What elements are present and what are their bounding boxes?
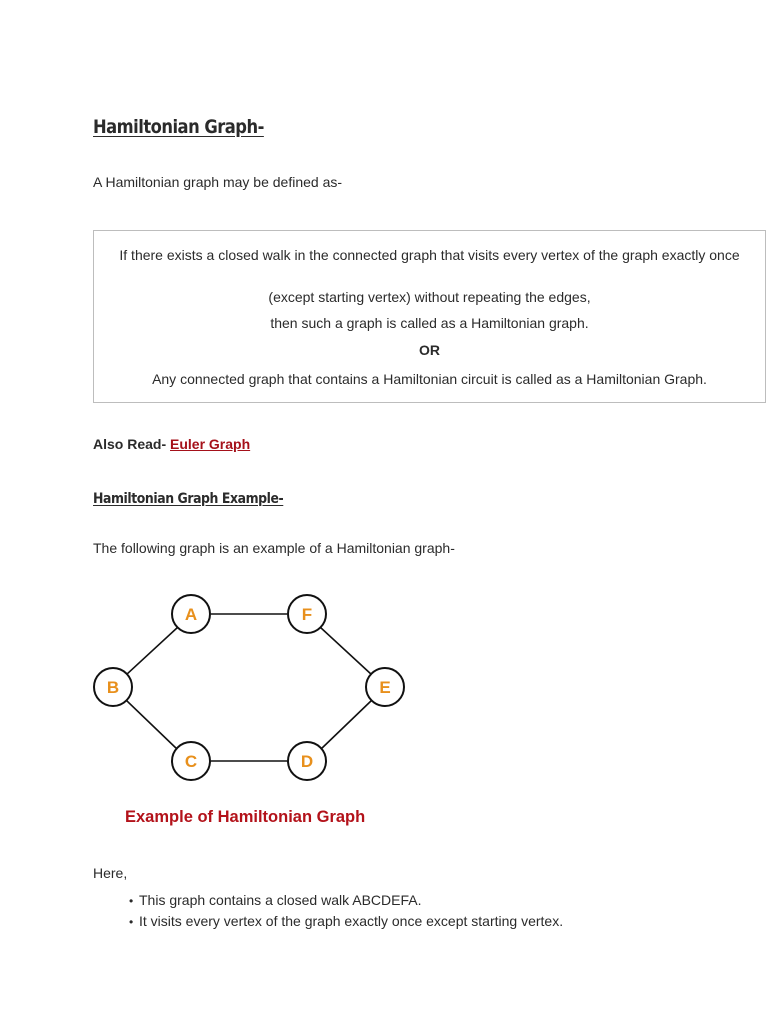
definition-or: OR bbox=[419, 342, 440, 358]
also-read-label: Also Read- bbox=[93, 436, 167, 452]
here-label: Here, bbox=[93, 865, 128, 881]
vertex-label-a: A bbox=[184, 605, 198, 624]
example-intro-text: The following graph is an example of a Hamiltonian graph- bbox=[93, 540, 455, 556]
edge-e-d bbox=[320, 700, 372, 750]
edge-b-a bbox=[126, 627, 178, 675]
definition-line-1: If there exists a closed walk in the connected graph that visits every vertex of the graph exactly once bbox=[119, 247, 740, 263]
vertex-label-f: F bbox=[301, 605, 313, 624]
also-read bbox=[93, 436, 250, 452]
edge-c-b bbox=[126, 700, 178, 750]
definition-line-2: (except starting vertex) without repeating the edges, bbox=[268, 289, 591, 305]
vertex-label-c: C bbox=[184, 752, 198, 771]
definition-line-4: Any connected graph that contains a Hamiltonian circuit is called as a Hamiltonian Graph. bbox=[152, 371, 707, 387]
vertex-label-e: E bbox=[379, 678, 391, 697]
observation-list bbox=[129, 890, 563, 932]
edge-f-e bbox=[320, 627, 372, 675]
list-item: • It visits every vertex of the graph exactly once except starting vertex. bbox=[129, 911, 563, 932]
euler-graph-link[interactable]: Euler Graph bbox=[170, 436, 251, 452]
intro-text: A Hamiltonian graph may be defined as- bbox=[93, 174, 343, 190]
list-item: • This graph contains a closed walk ABCDEFA. bbox=[129, 890, 563, 911]
vertex-label-b: B bbox=[106, 678, 120, 697]
definition-line-3: then such a graph is called as a Hamiltonian graph. bbox=[270, 315, 589, 331]
vertex-label-d: D bbox=[300, 752, 314, 771]
hamiltonian-graph-figure bbox=[90, 588, 410, 788]
page-title: Hamiltonian Graph- bbox=[93, 116, 264, 138]
definition-box bbox=[93, 230, 766, 403]
graph-caption: Example of Hamiltonian Graph bbox=[125, 808, 366, 826]
example-heading: Hamiltonian Graph Example- bbox=[93, 491, 284, 507]
